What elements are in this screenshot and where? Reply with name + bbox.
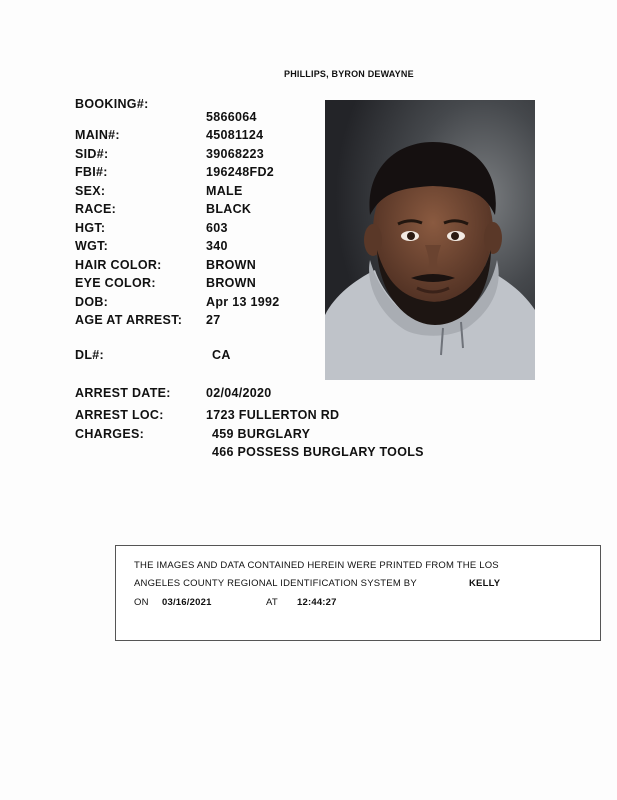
main-number-value: 45081124 bbox=[206, 128, 264, 142]
fbi-value: 196248FD2 bbox=[206, 165, 275, 179]
arrest-date-label: ARREST DATE: bbox=[75, 386, 171, 400]
printed-at-label: AT bbox=[266, 597, 278, 608]
printed-by-value: KELLY bbox=[469, 578, 501, 589]
printed-date-value: 03/16/2021 bbox=[162, 597, 212, 608]
disclaimer-box bbox=[115, 545, 601, 641]
dl-label: DL#: bbox=[75, 348, 104, 362]
printed-time-value: 12:44:27 bbox=[297, 597, 337, 608]
eye-color-label: EYE COLOR: bbox=[75, 276, 156, 290]
subject-name: PHILLIPS, BYRON DEWAYNE bbox=[284, 69, 414, 79]
age-at-arrest-label: AGE AT ARREST: bbox=[75, 313, 183, 327]
eye-color-value: BROWN bbox=[206, 276, 257, 290]
sid-label: SID#: bbox=[75, 147, 109, 161]
booking-number-value: 5866064 bbox=[206, 110, 257, 124]
booking-photo bbox=[325, 100, 535, 380]
charge-item: 466 POSSESS BURGLARY TOOLS bbox=[212, 445, 424, 459]
dob-label: DOB: bbox=[75, 295, 109, 309]
arrest-location-label: ARREST LOC: bbox=[75, 408, 164, 422]
hair-color-value: BROWN bbox=[206, 258, 257, 272]
disclaimer-line-1: THE IMAGES AND DATA CONTAINED HEREIN WERE PRINTED FROM THE LOS bbox=[134, 560, 499, 571]
hair-color-label: HAIR COLOR: bbox=[75, 258, 162, 272]
charges-label: CHARGES: bbox=[75, 427, 145, 441]
fbi-label: FBI#: bbox=[75, 165, 108, 179]
dl-value: CA bbox=[212, 348, 231, 362]
age-at-arrest-value: 27 bbox=[206, 313, 221, 327]
sex-value: MALE bbox=[206, 184, 243, 198]
dob-value: Apr 13 1992 bbox=[206, 295, 280, 309]
height-value: 603 bbox=[206, 221, 228, 235]
height-label: HGT: bbox=[75, 221, 106, 235]
disclaimer-line-2: ANGELES COUNTY REGIONAL IDENTIFICATION SYSTEM BY bbox=[134, 578, 417, 589]
arrest-location-value: 1723 FULLERTON RD bbox=[206, 408, 340, 422]
printed-on-label: ON bbox=[134, 597, 149, 608]
race-value: BLACK bbox=[206, 202, 252, 216]
booking-photo-icon bbox=[325, 100, 535, 380]
weight-label: WGT: bbox=[75, 239, 109, 253]
booking-number-label: BOOKING#: bbox=[75, 97, 149, 111]
charge-item: 459 BURGLARY bbox=[212, 427, 311, 441]
sex-label: SEX: bbox=[75, 184, 106, 198]
sid-value: 39068223 bbox=[206, 147, 265, 161]
weight-value: 340 bbox=[206, 239, 228, 253]
arrest-date-value: 02/04/2020 bbox=[206, 386, 272, 400]
race-label: RACE: bbox=[75, 202, 117, 216]
main-number-label: MAIN#: bbox=[75, 128, 120, 142]
